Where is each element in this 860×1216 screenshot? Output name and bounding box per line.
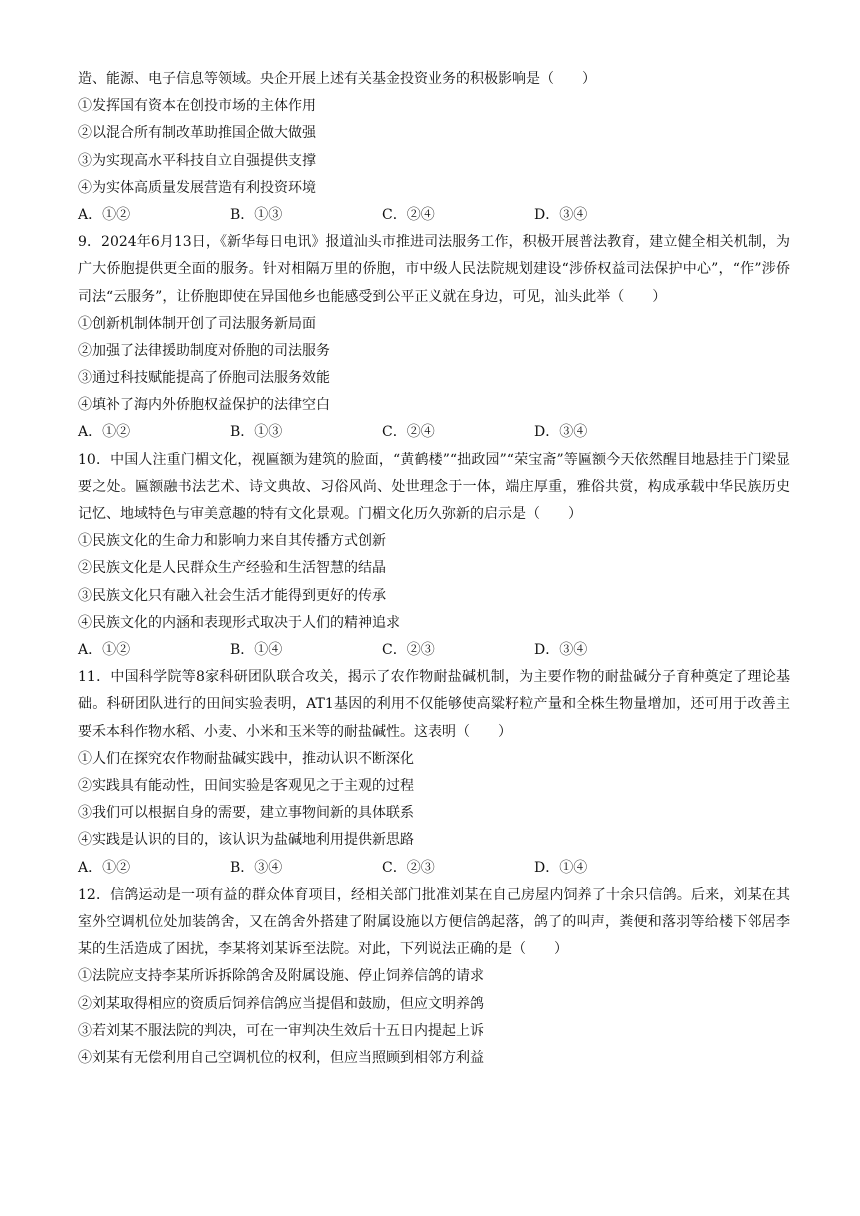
question-9 <box>78 229 790 447</box>
question-12-option-2: ②刘某取得相应的资质后饲养信鸽应当提倡和鼓励，但应文明养鸽 <box>78 995 484 1012</box>
choice-b: B．①③ <box>230 206 283 223</box>
question-9-stem: 9．2024年6月13日，《新华每日电讯》报道汕头市推进司法服务工作，积极开展普法教育，建立健全相关机制，为广大侨胞提供更全面的服务。针对相隔万里的侨胞，市中级人民法院规划建设“涉侨权益司法保护中心”，“作”涉侨司法“云服务”，让侨胞即使在异国他乡也能感受到公平正义就在身边，可见，汕头此举（ ） <box>78 234 790 305</box>
question-9-option-1: ①创新机制体制开创了司法服务新局面 <box>78 315 316 332</box>
question-11-option-1: ①人们在探究农作物耐盐碱实践中，推动认识不断深化 <box>78 750 414 767</box>
exam-page <box>78 66 790 1072</box>
question-12 <box>78 882 790 1072</box>
question-8-option-2: ②以混合所有制改革助推国企做大做强 <box>78 125 316 142</box>
choice-d: D．①④ <box>534 859 588 876</box>
choice-a: A．①② <box>78 424 131 441</box>
choice-a: A．①② <box>78 206 131 223</box>
question-8-option-4: ④为实体高质量发展营造有利投资环境 <box>78 179 316 196</box>
question-11-stem: 11．中国科学院等8家科研团队联合攻关，揭示了农作物耐盐碱机制，为主要作物的耐盐碱分子育种奠定了理论基础。科研团队进行的田间实验表明，AT1基因的利用不仅能够使高粱籽粒产量和全株生物量增加，还可用于改善主要禾本科作物水稻、小麦、小米和玉米等的耐盐碱性。这表明（ ） <box>78 669 790 740</box>
question-11-option-3: ③我们可以根据自身的需要，建立事物间新的具体联系 <box>78 805 414 822</box>
question-9-option-2: ②加强了法律援助制度对侨胞的司法服务 <box>78 342 330 359</box>
question-10-option-1: ①民族文化的生命力和影响力来自其传播方式创新 <box>78 533 386 550</box>
question-12-option-4: ④刘某有无偿利用自己空调机位的权利，但应当照顾到相邻方利益 <box>78 1049 484 1066</box>
choice-c: C．②④ <box>382 424 435 441</box>
question-9-choices <box>78 419 790 446</box>
choice-a: A．①② <box>78 859 131 876</box>
question-9-option-4: ④填补了海内外侨胞权益保护的法律空白 <box>78 397 330 414</box>
choice-b: B．③④ <box>230 859 283 876</box>
choice-c: C．②③ <box>382 642 435 659</box>
question-10-option-2: ②民族文化是人民群众生产经验和生活智慧的结晶 <box>78 560 386 577</box>
question-8-option-3: ③为实现高水平科技自立自强提供支撑 <box>78 152 316 169</box>
question-10-choices <box>78 637 790 664</box>
question-10-option-4: ④民族文化的内涵和表现形式取决于人们的精神追求 <box>78 614 400 631</box>
choice-d: D．③④ <box>534 206 588 223</box>
question-8-stem: 造、能源、电子信息等领域。央企开展上述有关基金投资业务的积极影响是（ ） <box>78 71 596 87</box>
question-8-choices <box>78 202 790 229</box>
question-11-choices <box>78 855 790 882</box>
choice-c: C．②④ <box>382 206 435 223</box>
question-12-option-1: ①法院应支持李某所诉拆除鸽舍及附属设施、停止饲养信鸽的请求 <box>78 968 484 985</box>
question-11-option-4: ④实践是认识的目的，该认识为盐碱地利用提供新思路 <box>78 832 414 849</box>
choice-b: B．①③ <box>230 424 283 441</box>
choice-d: D．③④ <box>534 424 588 441</box>
choice-c: C．②③ <box>382 859 435 876</box>
question-11-option-2: ②实践具有能动性，田间实验是客观见之于主观的过程 <box>78 778 414 795</box>
question-10-stem: 10．中国人注重门楣文化，视匾额为建筑的脸面，“黄鹤楼”“拙政园”“荣宝斋”等匾额今天依然醒目地悬挂于门梁显要之处。匾额融书法艺术、诗文典故、习俗风尚、处世理念于一体，端庄厚重，雅俗共赏，构成承载中华民族历史记忆、地域特色与审美意趣的特有文化景观。门楣文化历久弥新的启示是（ ） <box>78 451 790 523</box>
question-9-option-3: ③通过科技赋能提高了侨胞司法服务效能 <box>78 370 330 387</box>
question-8 <box>78 66 790 229</box>
choice-d: D．③④ <box>534 642 588 659</box>
question-12-option-3: ③若刘某不服法院的判决，可在一审判决生效后十五日内提起上诉 <box>78 1022 484 1039</box>
question-12-stem: 12．信鸽运动是一项有益的群众体育项目，经相关部门批准刘某在自己房屋内饲养了十余只信鸽。后来，刘某在其室外空调机位处加装鸽舍，又在鸽舍外搭建了附属设施以方便信鸽起落，鸽了的叫声，粪便和落羽等给楼下邻居李某的生活造成了困扰，李某将刘某诉至法院。对此，下列说法正确的是（ ） <box>78 886 790 958</box>
question-10-option-3: ③民族文化只有融入社会生活才能得到更好的传承 <box>78 587 386 604</box>
choice-a: A．①② <box>78 642 131 659</box>
question-8-option-1: ①发挥国有资本在创投市场的主体作用 <box>78 98 316 115</box>
question-11 <box>78 664 790 882</box>
choice-b: B．①④ <box>230 642 283 659</box>
question-10 <box>78 447 790 665</box>
